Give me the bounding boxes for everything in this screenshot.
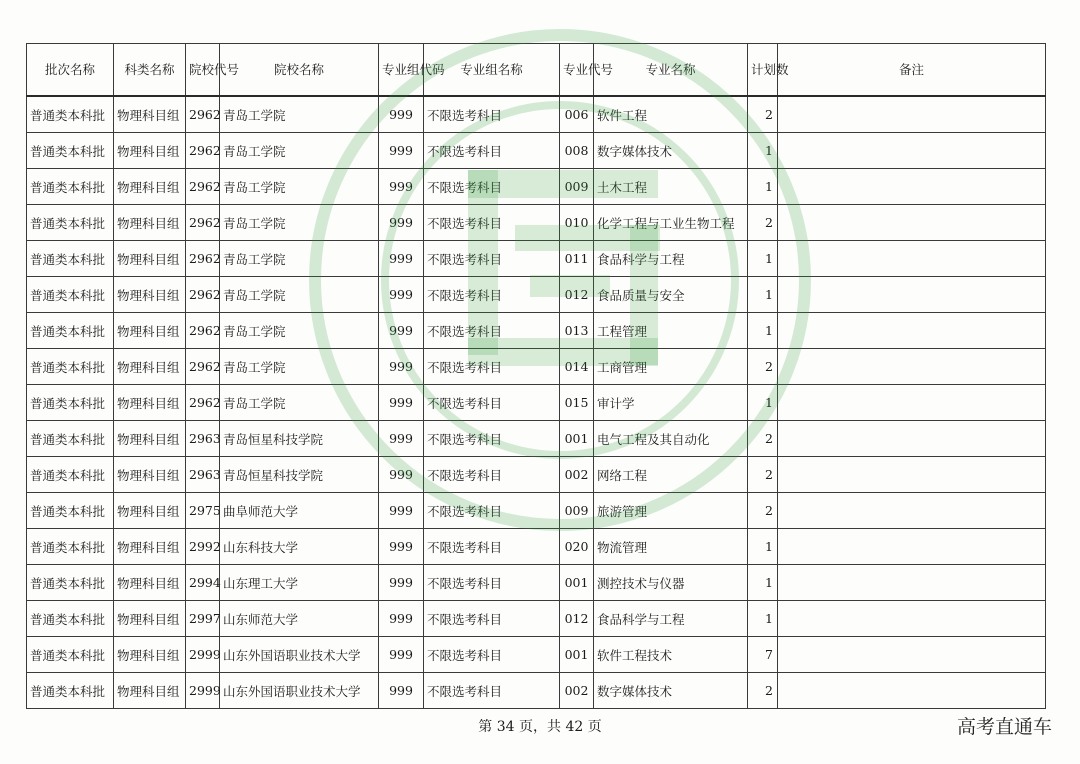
major-code-cell: 009 (560, 169, 594, 205)
school-name-cell: 青岛工学院 (220, 205, 379, 241)
group-name-cell: 不限选考科目 (424, 529, 560, 565)
major-code-cell: 002 (560, 673, 594, 709)
category-cell: 物理科目组 (114, 241, 186, 277)
category-cell: 物理科目组 (114, 133, 186, 169)
school-code-cell: 2963 (186, 421, 220, 457)
major-name-cell: 审计学 (594, 385, 748, 421)
group-name-cell: 不限选考科目 (424, 241, 560, 277)
major-code-cell: 012 (560, 277, 594, 313)
remark-cell (778, 277, 1046, 313)
group-code-cell: 999 (379, 277, 424, 313)
header-plan-count: 计划数 (748, 44, 778, 97)
group-name-cell: 不限选考科目 (424, 205, 560, 241)
table-row (27, 637, 1046, 673)
remark-cell (778, 133, 1046, 169)
school-code-cell: 2962 (186, 313, 220, 349)
batch-cell: 普通类本科批 (27, 313, 114, 349)
remark-cell (778, 673, 1046, 709)
batch-cell: 普通类本科批 (27, 493, 114, 529)
group-name-cell: 不限选考科目 (424, 313, 560, 349)
major-name-cell: 食品科学与工程 (594, 241, 748, 277)
school-code-cell: 2962 (186, 241, 220, 277)
remark-cell (778, 385, 1046, 421)
school-name-cell: 青岛工学院 (220, 96, 379, 133)
school-name-cell: 山东外国语职业技术大学 (220, 673, 379, 709)
remark-cell (778, 601, 1046, 637)
major-name-cell: 工程管理 (594, 313, 748, 349)
table-row (27, 493, 1046, 529)
group-code-cell: 999 (379, 637, 424, 673)
table-row (27, 205, 1046, 241)
group-code-cell: 999 (379, 349, 424, 385)
batch-cell: 普通类本科批 (27, 457, 114, 493)
remark-cell (778, 349, 1046, 385)
plan-count-cell: 1 (748, 133, 778, 169)
school-name-cell: 山东科技大学 (220, 529, 379, 565)
batch-cell: 普通类本科批 (27, 133, 114, 169)
table-header-row (27, 44, 1046, 97)
major-code-cell: 012 (560, 601, 594, 637)
plan-count-cell: 1 (748, 313, 778, 349)
plan-count-cell: 2 (748, 205, 778, 241)
plan-count-cell: 1 (748, 601, 778, 637)
group-code-cell: 999 (379, 673, 424, 709)
major-name-cell: 食品科学与工程 (594, 601, 748, 637)
plan-count-cell: 2 (748, 457, 778, 493)
group-name-cell: 不限选考科目 (424, 277, 560, 313)
header-major-code: 专业代号 (560, 44, 594, 97)
school-code-cell: 2999 (186, 637, 220, 673)
header-school-name: 院校名称 (220, 44, 379, 97)
batch-cell: 普通类本科批 (27, 96, 114, 133)
school-name-cell: 青岛工学院 (220, 133, 379, 169)
school-name-cell: 青岛恒星科技学院 (220, 421, 379, 457)
school-code-cell: 2992 (186, 529, 220, 565)
group-name-cell: 不限选考科目 (424, 493, 560, 529)
table-row (27, 673, 1046, 709)
header-group-code: 专业组代码 (379, 44, 424, 97)
major-name-cell: 旅游管理 (594, 493, 748, 529)
group-name-cell: 不限选考科目 (424, 169, 560, 205)
remark-cell (778, 205, 1046, 241)
plan-count-cell: 2 (748, 673, 778, 709)
school-code-cell: 2962 (186, 205, 220, 241)
page-number-footer: 第 34 页，共 42 页 (478, 719, 602, 735)
admission-plan-table (26, 43, 1046, 709)
major-code-cell: 020 (560, 529, 594, 565)
table-row (27, 385, 1046, 421)
group-code-cell: 999 (379, 457, 424, 493)
plan-count-cell: 2 (748, 96, 778, 133)
remark-cell (778, 529, 1046, 565)
category-cell: 物理科目组 (114, 349, 186, 385)
major-code-cell: 001 (560, 421, 594, 457)
school-code-cell: 2963 (186, 457, 220, 493)
group-name-cell: 不限选考科目 (424, 601, 560, 637)
table-row (27, 241, 1046, 277)
major-name-cell: 物流管理 (594, 529, 748, 565)
table-row (27, 169, 1046, 205)
major-name-cell: 软件工程技术 (594, 637, 748, 673)
group-name-cell: 不限选考科目 (424, 457, 560, 493)
major-code-cell: 009 (560, 493, 594, 529)
major-name-cell: 数字媒体技术 (594, 133, 748, 169)
plan-count-cell: 1 (748, 241, 778, 277)
batch-cell: 普通类本科批 (27, 277, 114, 313)
group-code-cell: 999 (379, 493, 424, 529)
remark-cell (778, 565, 1046, 601)
remark-cell (778, 241, 1046, 277)
brand-watermark-text: 高考直通车 (956, 716, 1052, 738)
major-code-cell: 015 (560, 385, 594, 421)
table-row (27, 601, 1046, 637)
school-name-cell: 青岛工学院 (220, 169, 379, 205)
major-name-cell: 电气工程及其自动化 (594, 421, 748, 457)
major-code-cell: 014 (560, 349, 594, 385)
major-name-cell: 网络工程 (594, 457, 748, 493)
plan-count-cell: 1 (748, 169, 778, 205)
plan-count-cell: 2 (748, 349, 778, 385)
group-name-cell: 不限选考科目 (424, 421, 560, 457)
group-name-cell: 不限选考科目 (424, 385, 560, 421)
batch-cell: 普通类本科批 (27, 385, 114, 421)
category-cell: 物理科目组 (114, 565, 186, 601)
school-name-cell: 青岛工学院 (220, 349, 379, 385)
table-row (27, 349, 1046, 385)
school-name-cell: 青岛工学院 (220, 385, 379, 421)
major-code-cell: 013 (560, 313, 594, 349)
school-code-cell: 2962 (186, 385, 220, 421)
group-name-cell: 不限选考科目 (424, 349, 560, 385)
school-code-cell: 2994 (186, 565, 220, 601)
header-group-name: 专业组名称 (424, 44, 560, 97)
batch-cell: 普通类本科批 (27, 565, 114, 601)
group-code-cell: 999 (379, 169, 424, 205)
group-name-cell: 不限选考科目 (424, 637, 560, 673)
batch-cell: 普通类本科批 (27, 421, 114, 457)
plan-count-cell: 7 (748, 637, 778, 673)
remark-cell (778, 169, 1046, 205)
table-row (27, 457, 1046, 493)
group-name-cell: 不限选考科目 (424, 133, 560, 169)
remark-cell (778, 637, 1046, 673)
table-row (27, 313, 1046, 349)
school-code-cell: 2962 (186, 96, 220, 133)
table-row (27, 96, 1046, 133)
category-cell: 物理科目组 (114, 637, 186, 673)
remark-cell (778, 313, 1046, 349)
category-cell: 物理科目组 (114, 313, 186, 349)
major-code-cell: 001 (560, 565, 594, 601)
category-cell: 物理科目组 (114, 96, 186, 133)
batch-cell: 普通类本科批 (27, 349, 114, 385)
group-code-cell: 999 (379, 241, 424, 277)
group-code-cell: 999 (379, 421, 424, 457)
school-name-cell: 青岛工学院 (220, 241, 379, 277)
major-name-cell: 工商管理 (594, 349, 748, 385)
header-batch-name: 批次名称 (27, 44, 114, 97)
major-name-cell: 土木工程 (594, 169, 748, 205)
category-cell: 物理科目组 (114, 421, 186, 457)
major-code-cell: 010 (560, 205, 594, 241)
plan-count-cell: 1 (748, 565, 778, 601)
batch-cell: 普通类本科批 (27, 169, 114, 205)
category-cell: 物理科目组 (114, 385, 186, 421)
school-code-cell: 2962 (186, 349, 220, 385)
school-code-cell: 2962 (186, 169, 220, 205)
category-cell: 物理科目组 (114, 493, 186, 529)
group-code-cell: 999 (379, 385, 424, 421)
major-name-cell: 食品质量与安全 (594, 277, 748, 313)
category-cell: 物理科目组 (114, 169, 186, 205)
plan-count-cell: 1 (748, 277, 778, 313)
table-row (27, 565, 1046, 601)
batch-cell: 普通类本科批 (27, 601, 114, 637)
school-code-cell: 2962 (186, 133, 220, 169)
school-name-cell: 青岛工学院 (220, 277, 379, 313)
batch-cell: 普通类本科批 (27, 529, 114, 565)
table-row (27, 529, 1046, 565)
major-name-cell: 化学工程与工业生物工程 (594, 205, 748, 241)
group-name-cell: 不限选考科目 (424, 565, 560, 601)
header-school-code: 院校代号 (186, 44, 220, 97)
remark-cell (778, 421, 1046, 457)
school-name-cell: 青岛恒星科技学院 (220, 457, 379, 493)
school-name-cell: 山东外国语职业技术大学 (220, 637, 379, 673)
category-cell: 物理科目组 (114, 205, 186, 241)
header-category-name: 科类名称 (114, 44, 186, 97)
school-code-cell: 2997 (186, 601, 220, 637)
major-code-cell: 006 (560, 96, 594, 133)
group-name-cell: 不限选考科目 (424, 96, 560, 133)
major-code-cell: 001 (560, 637, 594, 673)
school-code-cell: 2999 (186, 673, 220, 709)
major-name-cell: 测控技术与仪器 (594, 565, 748, 601)
group-code-cell: 999 (379, 96, 424, 133)
group-code-cell: 999 (379, 601, 424, 637)
plan-count-cell: 2 (748, 421, 778, 457)
plan-count-cell: 1 (748, 529, 778, 565)
school-name-cell: 山东理工大学 (220, 565, 379, 601)
group-code-cell: 999 (379, 529, 424, 565)
remark-cell (778, 457, 1046, 493)
major-name-cell: 软件工程 (594, 96, 748, 133)
category-cell: 物理科目组 (114, 673, 186, 709)
group-code-cell: 999 (379, 565, 424, 601)
school-code-cell: 2975 (186, 493, 220, 529)
school-name-cell: 曲阜师范大学 (220, 493, 379, 529)
remark-cell (778, 493, 1046, 529)
school-name-cell: 山东师范大学 (220, 601, 379, 637)
remark-cell (778, 96, 1046, 133)
category-cell: 物理科目组 (114, 277, 186, 313)
batch-cell: 普通类本科批 (27, 205, 114, 241)
group-code-cell: 999 (379, 313, 424, 349)
group-name-cell: 不限选考科目 (424, 673, 560, 709)
table-row (27, 133, 1046, 169)
batch-cell: 普通类本科批 (27, 637, 114, 673)
header-remark: 备注 (778, 44, 1046, 97)
table-row (27, 277, 1046, 313)
school-name-cell: 青岛工学院 (220, 313, 379, 349)
major-code-cell: 008 (560, 133, 594, 169)
school-code-cell: 2962 (186, 277, 220, 313)
batch-cell: 普通类本科批 (27, 673, 114, 709)
group-code-cell: 999 (379, 133, 424, 169)
table-body (27, 96, 1046, 709)
major-code-cell: 011 (560, 241, 594, 277)
category-cell: 物理科目组 (114, 601, 186, 637)
plan-count-cell: 1 (748, 385, 778, 421)
header-major-name: 专业名称 (594, 44, 748, 97)
major-code-cell: 002 (560, 457, 594, 493)
category-cell: 物理科目组 (114, 457, 186, 493)
major-name-cell: 数字媒体技术 (594, 673, 748, 709)
group-code-cell: 999 (379, 205, 424, 241)
plan-count-cell: 2 (748, 493, 778, 529)
batch-cell: 普通类本科批 (27, 241, 114, 277)
category-cell: 物理科目组 (114, 529, 186, 565)
table-row (27, 421, 1046, 457)
